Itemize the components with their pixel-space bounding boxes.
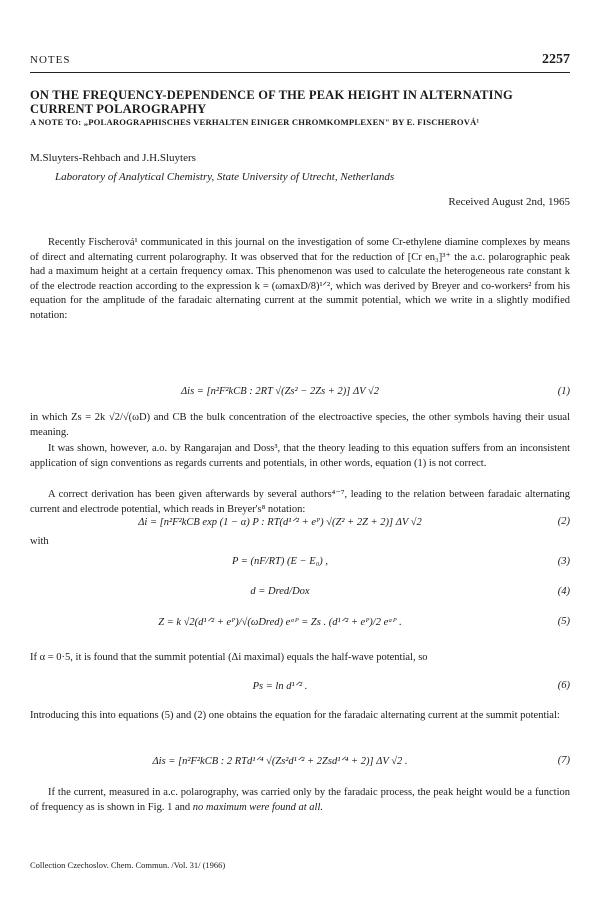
equation-5-number: (5) bbox=[557, 616, 570, 627]
section-label: NOTES bbox=[30, 54, 71, 66]
equation-5-body: Z = k √2(d¹ᐟ² + eᴾ)/√(ωDred) eᵅᴾ = Zs . (d¹ᐟ² + eᴾ)/2 eᵅᴾ . bbox=[158, 617, 402, 628]
paragraph-6: Introducing this into equations (5) and (2) one obtains the equation for the faradaic alternating current at the summit potential: bbox=[30, 710, 560, 721]
equation-5 bbox=[30, 616, 570, 632]
equation-6-number: (6) bbox=[557, 680, 570, 691]
with-label: with bbox=[30, 536, 49, 547]
paragraph-4: A correct derivation has been given afterwards by several authors⁴⁻⁷, leading to the relation between faradaic alternating current and electrode potential, which reads in Breyer's⁸ notation: bbox=[30, 489, 570, 515]
equation-3-number: (3) bbox=[557, 556, 570, 567]
page-number: 2257 bbox=[542, 52, 570, 67]
paragraph-5: If α = 0·5, it is found that the summit potential (Δi maximal) equals the half-wave potential, so bbox=[30, 652, 428, 663]
journal-footer: Collection Czechoslov. Chem. Commun. /Vol. 31/ (1966) bbox=[30, 860, 226, 870]
paragraph-3: It was shown, however, a.o. by Rangarajan and Doss³, that the theory leading to this equation suffers from an inconsistent application of sign conventions as regards currents and potentials, in other words, equation (1) is not correct. bbox=[30, 443, 570, 469]
equation-2-body: Δi = [n²F²kCB exp (1 − α) P : RT(d¹ᐟ² + eᴾ) √(Z² + 2Z + 2)] ΔV √2 bbox=[138, 517, 422, 528]
paragraph-2: in which Zs = 2k √2/√(ωD) and CB the bulk concentration of the electroactive species, the other symbols having their usual meaning. bbox=[30, 412, 570, 438]
equation-7-number: (7) bbox=[557, 755, 570, 766]
equation-2-number: (2) bbox=[557, 516, 570, 527]
equation-4-number: (4) bbox=[557, 586, 570, 597]
equation-4-body: d = Dred/Dox bbox=[250, 586, 310, 597]
article-subtitle: A NOTE TO: „POLAROGRAPHISCHES VERHALTEN EINIGER CHROMKOMPLEXEN" BY E. FISCHEROVÁ¹ bbox=[30, 117, 480, 127]
authors: M.Sluyters-Rehbach and J.H.Sluyters bbox=[30, 152, 196, 164]
equation-1-body: Δis = [n²F²kCB : 2RT √(Zs² − 2Zs + 2)] ΔV √2 bbox=[181, 386, 379, 397]
equation-3-body: P = (nF/RT) (E − E₀) , bbox=[231, 556, 329, 567]
equation-7-body: Δis = [n²F²kCB : 2 RTd¹ᐟ⁴ √(Zs²d¹ᐟ² + 2Zsd¹ᐟ⁴ + 2)] ΔV √2 . bbox=[152, 756, 408, 767]
running-head bbox=[30, 54, 570, 73]
equation-1 bbox=[30, 386, 570, 402]
affiliation: Laboratory of Analytical Chemistry, State University of Utrecht, Netherlands bbox=[55, 171, 395, 183]
equation-6 bbox=[30, 680, 570, 696]
paragraph-7 bbox=[30, 786, 570, 815]
equation-6-body: Ps = ln d¹ᐟ² . bbox=[252, 681, 308, 692]
equation-7 bbox=[30, 755, 570, 771]
paragraph-1: Recently Fischerová¹ communicated in this journal on the investigation of some Cr-ethylene diamine complexes by means of direct and alternating current polarography. It was observed that for the reduction of [Cr en₃]³⁺ the a.c. polarographic peak had a maximum height at a certain frequency ωmax. This phenomenon was used to calculate the heterogeneous rate constant k of the electrode reaction according to the expression k = (ωmaxD/8)¹ᐟ², which was derived by Breyer and co-workers² from his equation for the amplitude of the faradaic alternating current at the summit potential, which we write in a slightly modified notation: bbox=[30, 237, 570, 321]
equation-2 bbox=[30, 516, 570, 532]
equation-1-number: (1) bbox=[557, 386, 570, 397]
equation-4 bbox=[30, 586, 570, 602]
paragraph-7-text: If the current, measured in a.c. polarography, was carried only by the faradaic process, the peak height would be a function of frequency as is shown in Fig. 1 and bbox=[30, 787, 570, 813]
equation-3 bbox=[30, 556, 570, 572]
paragraph-7-emphasis: no maximum were found at all. bbox=[192, 801, 323, 813]
received-date: Received August 2nd, 1965 bbox=[448, 196, 570, 208]
article-title: ON THE FREQUENCY-DEPENDENCE OF THE PEAK HEIGHT IN ALTERNATING CURRENT POLAROGRAPHY bbox=[30, 88, 513, 116]
